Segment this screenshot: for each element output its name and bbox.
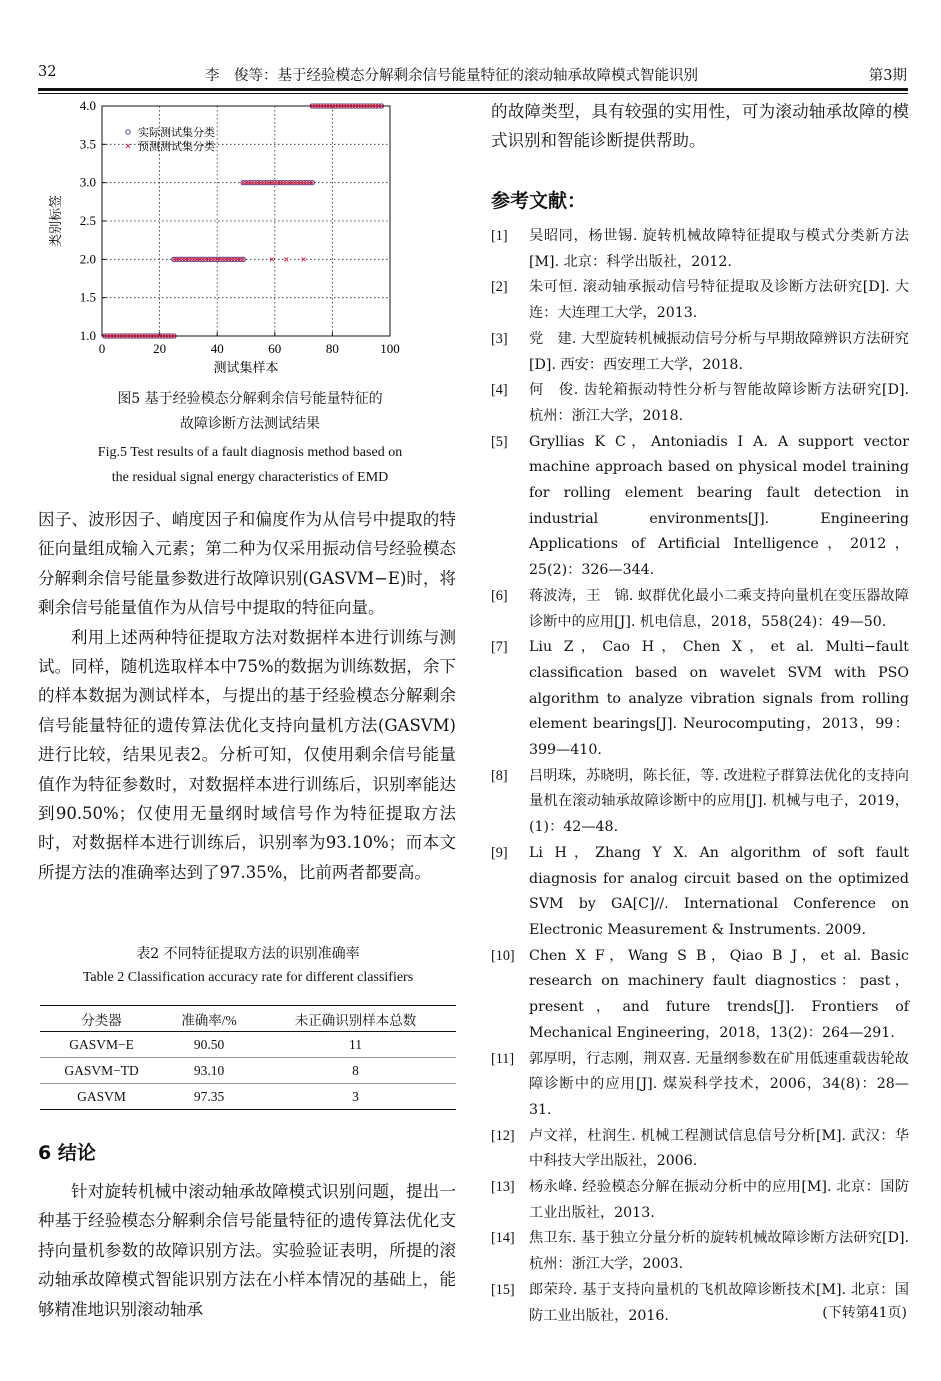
body-text-left [38,505,456,887]
table-cell: GASVM−E [69,1036,134,1052]
reference-number: [9] [491,844,508,861]
x-tick-label: 60 [268,341,282,356]
reference-text: 何 俊. 齿轮箱振动特性分析与智能故障诊断方法研究[D]. 杭州：浙江大学，2018. [529,382,909,424]
table-cell: 97.35 [193,1088,225,1104]
conclusion-text-right [491,97,909,156]
reference-text: Gryllias K C，Antoniadis I A. A support vector machine approach based on physical model training for rolling element bearing fault detection in industrial environments[J]. Engineering Applications of Artificial Intelligence，2012，25(2)：326—344. [529,433,909,579]
page-number: 32 [38,64,57,80]
reference-item [491,1047,909,1124]
figure-caption-en-line-1: Fig.5 Test results of a fault diagnosis method based on [97,445,403,460]
reference-text: 焦卫东. 基于独立分量分析的旋转机械故障诊断方法研究[D]. 杭州：浙江大学，2003. [529,1230,909,1273]
reference-text: 蒋波涛，王 锦. 蚁群优化最小二乘支持向量机在变压器故障诊断中的应用[J]. 机电信息，2018，558(24)：49—50. [529,587,909,630]
table-cell: 93.10 [193,1062,225,1078]
y-axis-label: 类别标签 [49,194,64,248]
table-header-cell: 准确率/% [181,1012,237,1028]
y-tick-label: 2.0 [79,251,96,267]
table-header-row [40,1006,456,1032]
reference-number: [12] [491,1127,515,1144]
table-cell: GASVM [77,1088,126,1104]
figure-caption-en-line-2: the residual signal energy characteristics of EMD [111,470,389,485]
issue-number: 第3期 [868,68,907,84]
reference-number: [2] [491,279,508,296]
reference-item [491,635,909,764]
reference-item [491,841,909,944]
reference-item [491,764,909,841]
y-tick-label: 1.0 [79,328,96,343]
reference-number: [8] [491,767,508,784]
accuracy-table [40,1005,456,1110]
figure-caption-en [40,440,460,490]
figure-caption-cn [40,387,460,437]
conclusion-text-left [38,1177,456,1324]
table-cell: 3 [352,1088,359,1104]
reference-item [491,944,909,1047]
legend-label: 预测测试集分类 [138,140,215,153]
x-tick-label: 100 [380,341,400,356]
table-row [40,1058,456,1084]
reference-text: 郎荣玲. 基于支持向量机的飞机故障诊断技术[M]. 北京：国防工业出版社，2016. [529,1281,909,1324]
reference-text: 杨永峰. 经验模态分解在振动分析中的应用[M]. 北京：国防工业出版社，2013. [529,1179,909,1221]
reference-text: 朱可恒. 滚动轴承振动信号特征提取及诊断方法研究[D]. 大连：大连理工大学，2013. [529,279,909,322]
table-caption-en: Table 2 Classification accuracy rate for different classifiers [82,970,414,985]
data-point [126,144,130,148]
reference-item [491,1175,909,1226]
x-tick-label: 80 [325,341,339,356]
data-point [241,257,245,261]
reference-text: Li H，Zhang Y X. An algorithm of soft fault diagnosis for analog circuit based on the optimized SVM by GA[C]//. International Conference on Electronic Measurement & Instruments. 2009. [529,844,909,938]
table-row [40,1032,456,1058]
paragraph: 因子、波形因子、峭度因子和偏度作为从信号中提取的特征向量组成输入元素；第二种为仅采用振动信号经验模态分解剩余信号能量参数进行故障识别(GASVM−E)时，将剩余信号能量值作为从信号中提取的特征向量。 [38,510,456,618]
reference-text: Liu Z，Cao H，Chen X，et al. Multi−fault classification based on wavelet SVM with PSO algorithm to analyze vibration signals from rolling element bearings[J]. Neurocomputing，2013，99：399—410. [529,639,909,759]
table-row [40,1084,456,1110]
y-tick-label: 1.5 [79,289,96,305]
header-rule [38,88,908,91]
figure-caption-cn-line-2: 故障诊断方法测试结果 [180,416,320,432]
reference-item [491,378,909,429]
reference-item [491,1124,909,1175]
reference-item [491,275,909,326]
x-tick-label: 20 [153,341,167,356]
x-tick-label: 0 [98,341,106,356]
table-caption-cn: 表2 不同特征提取方法的识别准确率 [136,946,360,962]
reference-number: [7] [491,639,508,656]
data-point [126,130,130,134]
y-tick-label: 3.5 [79,136,96,152]
reference-text: 卢文祥，杜润生. 机械工程测试信息信号分析[M]. 武汉：华中科技大学出版社，2006. [529,1127,909,1170]
x-axis-label: 测试集样本 [213,361,279,376]
reference-text: Chen X F，Wang S B，Qiao B J，et al. Basic research on machinery fault diagnostics：past，present，and future trends[J]. Frontiers of Mechanical Engineering，2018，13(2)：264—291. [529,947,909,1041]
reference-text: 吴昭同，杨世锡. 旋转机械故障特征提取与模式分类新方法[M]. 北京：科学出版社，2012. [529,228,909,270]
table-cell: 8 [352,1062,359,1078]
header-rule-thin [38,93,908,94]
y-tick-label: 3.0 [79,174,96,190]
running-title: 李 俊等：基于经验模态分解剩余信号能量特征的滚动轴承故障模式智能识别 [205,68,698,84]
scatter-chart [40,96,460,386]
reference-item [491,1226,909,1277]
table-header-cell: 分类器 [81,1012,122,1028]
reference-number: [13] [491,1179,515,1196]
reference-number: [10] [491,947,515,964]
table-cell: GASVM−TD [64,1062,139,1078]
reference-number: [1] [491,228,508,244]
reference-number: [6] [491,587,508,604]
reference-number: [5] [491,433,508,450]
table-cell: 90.50 [193,1036,225,1052]
data-point [284,257,288,261]
paragraph: 利用上述两种特征提取方法对数据样本进行训练与测试。同样，随机选取样本中75%的数据为训练数据，余下的样本数据为测试样本，与提出的基于经验模态分解剩余信号能量特征的遗传算法优化支持向量机方法(GASVM)进行比较，结果见表2。分析可知，仅使用剩余信号能量值作为特征参数时，对数据样本进行训练后，识别率能达到90.50%；仅使用无量纲时域信号作为特征提取方法时，对数据样本进行训练后，识别率为93.10%；而本文所提方法的准确率达到了97.35%，比前两者都要高。 [38,627,456,882]
reference-item [491,584,909,635]
reference-item [491,327,909,378]
y-tick-label: 4.0 [79,98,96,113]
reference-text: 党 建. 大型旋转机械振动信号分析与早期故障辨识方法研究[D]. 西安：西安理工大学，2018. [529,330,909,373]
paragraph: 的故障类型，具有较强的实用性，可为滚动轴承故障的模式识别和智能诊断提供帮助。 [491,102,909,151]
figure-caption-cn-line-1: 图5 基于经验模态分解剩余信号能量特征的 [117,391,383,407]
y-tick-label: 2.5 [79,213,96,228]
x-tick-label: 40 [210,341,224,356]
reference-list [491,224,909,1329]
conclusion-heading: 6 结论 [38,1142,96,1164]
continued-note: (下转第41页) [822,1305,907,1321]
reference-item [491,430,909,584]
reference-number: [15] [491,1281,515,1298]
reference-number: [11] [491,1050,515,1067]
paragraph: 针对旋转机械中滚动轴承故障模式识别问题，提出一种基于经验模态分解剩余信号能量特征的遗传算法优化支持向量机参数的故障识别方法。实验验证表明，所提的滚动轴承故障模式智能识别方法在小样本情况的基础上，能够精准地识别滚动轴承 [38,1182,456,1319]
reference-number: [14] [491,1230,515,1247]
reference-item [491,224,909,275]
table-cell: 11 [348,1036,362,1052]
references-title: 参考文献： [491,190,587,212]
reference-text: 吕明珠，苏晓明，陈长征，等. 改进粒子群算法优化的支持向量机在滚动轴承故障诊断中的应用[J]. 机械与电子，2019，(1)：42—48. [529,767,909,836]
reference-number: [4] [491,382,508,399]
reference-number: [3] [491,330,508,347]
reference-text: 郭厚明，行志刚，荆双喜. 无量纲参数在矿用低速重载齿轮故障诊断中的应用[J]. 煤炭科学技术，2006，34(8)：28—31. [529,1050,909,1118]
legend-label: 实际测试集分类 [138,126,215,139]
table-header-cell: 未正确识别样本总数 [294,1012,417,1028]
